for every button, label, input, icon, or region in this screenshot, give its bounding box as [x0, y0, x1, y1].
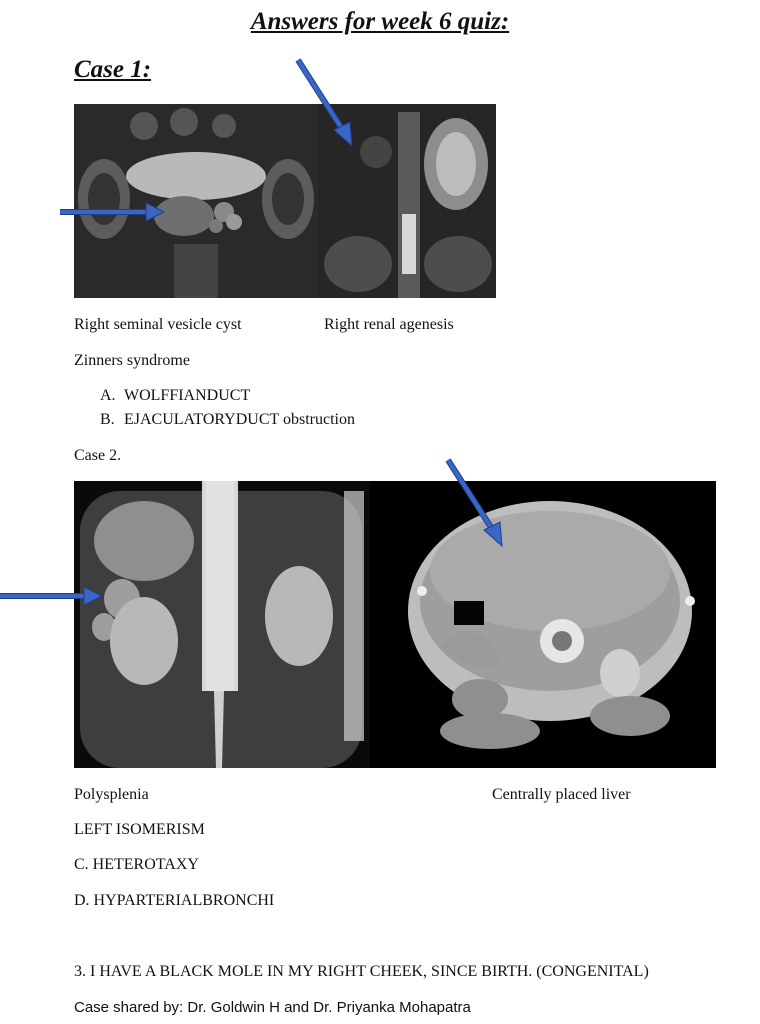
case1-mri-coronal-pelvis-image	[74, 104, 318, 298]
case1-heading: Case 1:	[74, 56, 152, 83]
case1-list-item-a	[100, 387, 250, 405]
case2-heading: Case 2.	[74, 447, 122, 464]
case2-line-left-isomerism: LEFT ISOMERISM	[74, 821, 205, 838]
case2-line-bronchi: D. HYPARTERIALBRONCHI	[74, 892, 275, 909]
case2-caption-right: Centrally placed liver	[492, 786, 631, 803]
case2-line-heterotaxy: C. HETEROTAXY	[74, 856, 199, 873]
page-title: Answers for week 6 quiz:	[250, 8, 510, 35]
list-text: WOLFFIANDUCT	[124, 387, 251, 404]
case1-mri-coronal-abdomen-image	[318, 104, 496, 298]
list-text: EJACULATORYDUCT obstruction	[124, 411, 355, 428]
case1-caption-right: Right renal agenesis	[324, 316, 454, 333]
case-credit: Case shared by: Dr. Goldwin H and Dr. Priyanka Mohapatra	[74, 999, 471, 1016]
case1-caption-left: Right seminal vesicle cyst	[74, 316, 242, 333]
list-marker: B.	[100, 411, 115, 428]
case1-list-item-b	[100, 411, 355, 429]
case2-ct-coronal-image	[74, 481, 370, 768]
case1-syndrome: Zinners syndrome	[74, 352, 190, 369]
case2-caption-left: Polysplenia	[74, 786, 149, 803]
case2-ct-axial-image	[370, 481, 716, 768]
list-marker: A.	[100, 387, 116, 404]
case3-text: 3. I HAVE A BLACK MOLE IN MY RIGHT CHEEK, SINCE BIRTH. (CONGENITAL)	[74, 963, 649, 980]
